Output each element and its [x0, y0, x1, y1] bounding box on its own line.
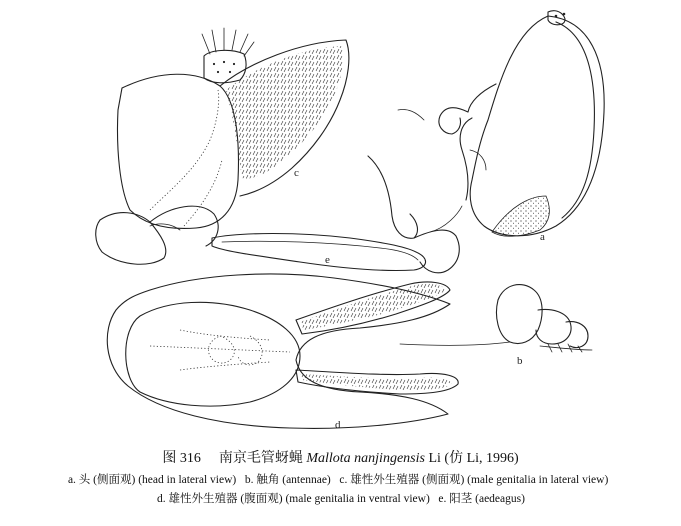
legend-item-e — [438, 493, 525, 505]
legend-item-a — [68, 474, 236, 486]
figure-author: Li — [424, 451, 441, 466]
legend-text-c: 雄性外生殖器 (侧面观) (male genitalia in lateral view) — [347, 474, 609, 486]
legend-text-b: 触角 (antennae) — [253, 474, 331, 486]
label-d: d — [335, 419, 341, 431]
figure-name-cn: 南京毛管蚜蝇 — [218, 451, 303, 466]
legend-key-c: c. — [339, 474, 348, 486]
label-e: e — [325, 254, 330, 266]
legend-text-e: 阳茎 (aedeagus) — [446, 493, 525, 505]
legend-key-d: d. — [157, 493, 166, 505]
drawing-c-genitalia-lateral — [96, 28, 349, 264]
figure-number: 图 316 — [162, 451, 201, 466]
figure-name-scientific: Mallota nanjingensis — [306, 451, 425, 466]
legend-text-d: 雄性外生殖器 (腹面观) (male genitalia in ventral view) — [165, 493, 430, 505]
legend-key-e: e. — [438, 493, 447, 505]
legend-item-d — [157, 493, 430, 505]
figure-legend — [16, 471, 666, 509]
figure-source: (仿 Li, 1996) — [440, 451, 519, 466]
legend-text-a: 头 (侧面观) (head in lateral view) — [75, 474, 237, 486]
legend-key-b: b. — [244, 474, 254, 486]
legend-item-c — [339, 474, 608, 486]
figure-caption — [0, 447, 681, 467]
legend-item-b — [245, 474, 331, 486]
drawing-d-genitalia-ventral — [107, 274, 458, 428]
label-a: a — [540, 231, 545, 243]
legend-key-a: a. — [67, 474, 76, 486]
label-b: b — [517, 355, 523, 367]
label-c: c — [294, 167, 299, 179]
drawing-a-head-lateral — [398, 11, 604, 237]
